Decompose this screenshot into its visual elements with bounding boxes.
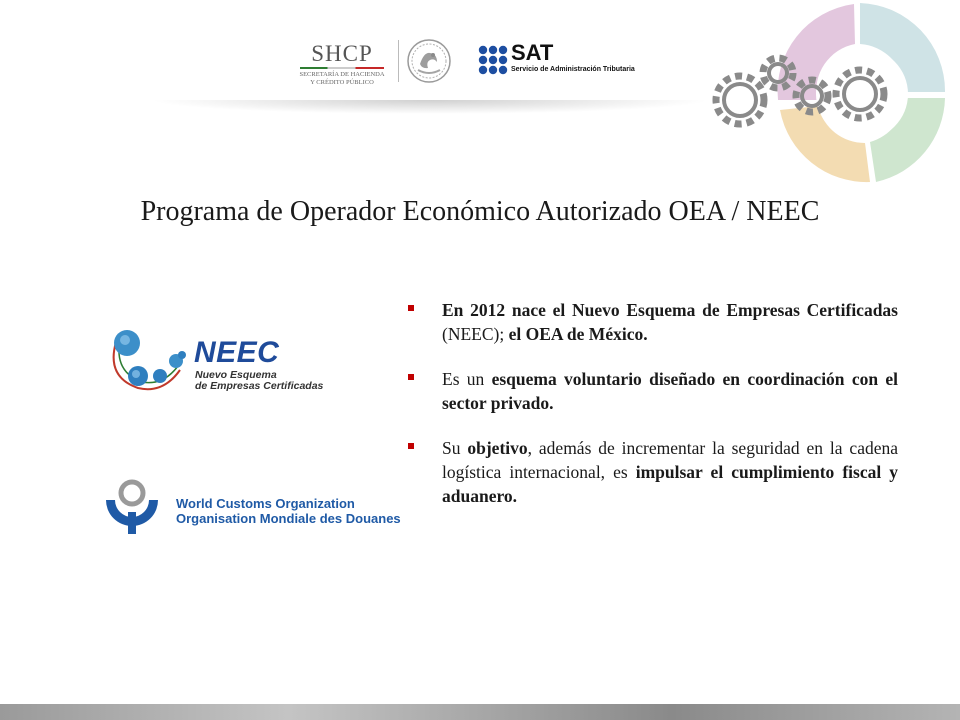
bullet-item <box>405 436 898 508</box>
shcp-subtitle-line2: Y CRÉDITO PÚBLICO <box>310 79 374 86</box>
bullet-text-segment: , además de incrementar la seguridad en la cadena logística internacional, es <box>442 438 899 482</box>
bullet-text-segment: En 2012 nace el Nuevo Esquema de Empresas Certificadas <box>442 300 898 320</box>
bullet-item <box>405 298 898 346</box>
header-shadow <box>150 100 710 114</box>
neec-subtitle-line1: Nuevo Esquema <box>195 369 277 381</box>
neec-subtitle <box>195 370 323 392</box>
bullet-text-segment: Es un <box>442 369 492 389</box>
neec-subtitle-line2: de Empresas Certificadas <box>195 380 324 392</box>
bullet-text <box>442 367 898 415</box>
footer-bar <box>0 704 960 720</box>
bullet-text-segment: objetivo <box>467 438 528 458</box>
sat-dots-icon <box>477 44 509 76</box>
bullet-item <box>405 367 898 415</box>
mexico-seal-icon <box>406 38 452 84</box>
neec-globes-icon <box>108 322 198 402</box>
bullet-text <box>442 298 898 346</box>
bullet-text-segment: impulsar el cumplimiento fiscal y aduanero. <box>442 462 899 506</box>
wco-emblem-icon <box>102 476 162 538</box>
page-title: Programa de Operador Económico Autorizado OEA / NEEC <box>140 196 820 227</box>
wco-line2: Organisation Mondiale des Douanes <box>176 511 401 526</box>
bullet-list <box>405 298 898 529</box>
wco-text <box>176 496 401 526</box>
sat-subtitle: Servicio de Administración Tributaria <box>511 66 635 73</box>
bullet-text-segment: el OEA de México. <box>508 324 648 344</box>
bullet-text <box>442 436 898 508</box>
shcp-flag-rule <box>300 67 384 69</box>
wco-logo <box>102 476 402 540</box>
bullet-text-segment: Su <box>442 438 468 458</box>
bullet-marker-icon <box>408 305 414 311</box>
shcp-word: SHCP <box>311 41 373 66</box>
neec-logo <box>108 322 348 402</box>
bullet-text-segment: (NEEC); <box>442 324 509 344</box>
gears-decoration-icon <box>700 0 960 190</box>
bullet-text-segment: esquema voluntario diseñado en coordinación con el sector privado. <box>442 369 899 413</box>
bullet-marker-icon <box>408 374 414 380</box>
sat-word: SAT <box>511 40 554 65</box>
shcp-subtitle-line1: SECRETARÍA DE HACIENDA <box>299 71 385 78</box>
wco-line1: World Customs Organization <box>176 496 355 511</box>
neec-word: NEEC <box>194 336 280 369</box>
header-divider <box>398 40 399 82</box>
bullet-marker-icon <box>408 443 414 449</box>
shcp-logo <box>296 42 388 87</box>
